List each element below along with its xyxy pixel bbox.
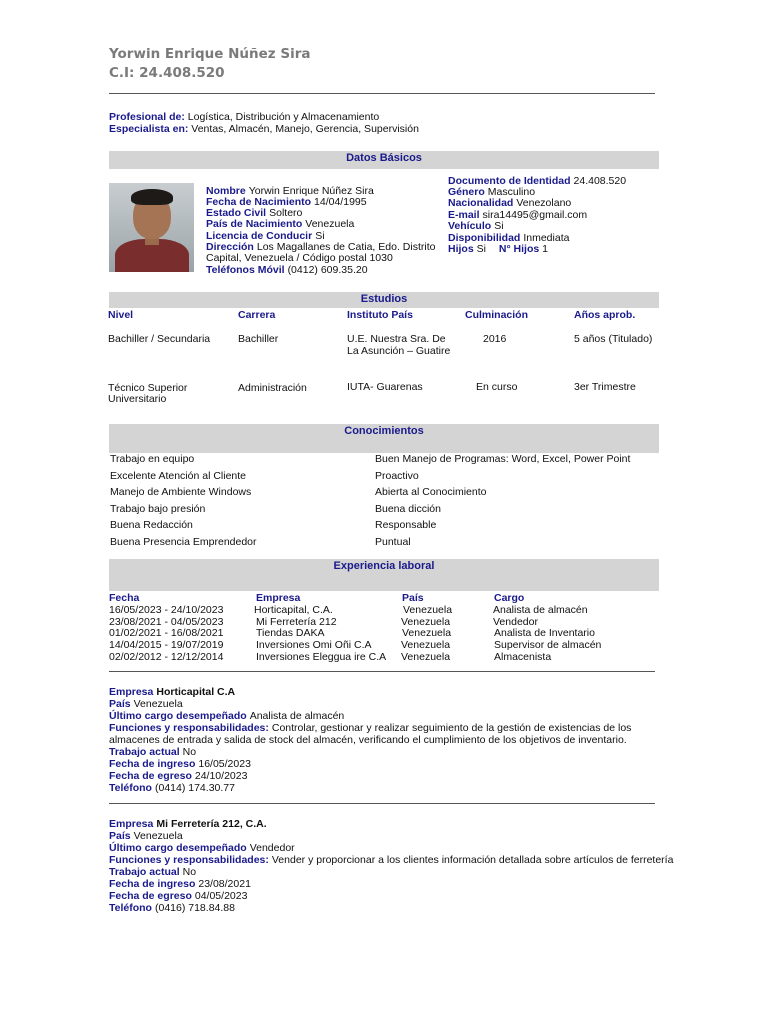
experiencia-column-header: Fecha [109, 592, 140, 604]
datos-value: Capital, Venezuela / Código postal 1030 [206, 252, 393, 264]
estudios-instituto: La Asunción – Guatire [347, 345, 451, 357]
estudios-nivel: Universitario [108, 393, 167, 405]
estudios-column-header: Años aprob. [574, 309, 636, 321]
hijos-line [448, 243, 548, 255]
experiencia-cell: Inversiones Eleggua ire C.A [256, 650, 387, 663]
experiencia-cell: Inversiones Omi Oñi C.A [256, 639, 372, 652]
datos-value: Inmediata [523, 232, 570, 244]
experiencia-cell: Venezuela [401, 615, 451, 628]
profesional-value: Logística, Distribución y Almacenamiento [187, 111, 380, 123]
empleo-cargo [109, 710, 344, 722]
datos-label: Dirección [206, 241, 254, 253]
empleo-fecha-egreso [109, 770, 247, 782]
datos-row [206, 218, 354, 230]
datos-row [206, 252, 393, 264]
empleo-funciones-label: Funciones y responsabilidades: [109, 854, 269, 866]
experiencia-cell: 23/08/2021 - 04/05/2023 [109, 615, 224, 628]
experiencia-cell: Horticapital, C.A. [254, 604, 333, 616]
datos-label: Licencia de Conducir [206, 230, 313, 242]
conocimiento-item: Trabajo bajo presión [110, 503, 206, 515]
datos-value: Si [494, 220, 504, 232]
experiencia-cell: Venezuela [403, 604, 453, 616]
experiencia-cell: Vendedor [493, 615, 538, 628]
candidate-ci: C.I: 24.408.520 [109, 65, 225, 81]
empleo-telefono-label: Teléfono [109, 902, 152, 914]
datos-value: 24.408.520 [573, 175, 627, 187]
empleo-cargo-value: Vendedor [249, 842, 295, 854]
experiencia-cell: Analista de Inventario [494, 627, 595, 640]
experiencia-cell: 01/02/2021 - 16/08/2021 [109, 627, 224, 640]
datos-value: Los Magallanes de Catia, Edo. Distrito [256, 241, 436, 253]
experiencia-column-header: Cargo [494, 592, 525, 604]
especialista-label: Especialista en: [109, 123, 189, 135]
empleo-funciones-value: Vender y proporcionar a los clientes información detallada sobre artículos de ferretería [271, 854, 674, 866]
conocimiento-item: Proactivo [375, 470, 419, 482]
estudios-instituto: IUTA- Guarenas [347, 381, 423, 393]
estudios-culminacion: En curso [476, 381, 518, 393]
empleo-fecha-ingreso-label: Fecha de ingreso [109, 878, 196, 890]
estudios-column-header: Nivel [108, 309, 134, 321]
empleo-trabajo-actual [109, 746, 196, 758]
empleo-funciones [109, 722, 631, 734]
datos-label: Disponibilidad [448, 232, 521, 244]
empleo-telefono [109, 902, 235, 914]
experiencia-cell: Venezuela [401, 639, 451, 652]
estudios-nivel: Técnico Superior [108, 382, 188, 394]
conocimiento-item: Responsable [375, 519, 437, 531]
empleo-trabajo-actual-label: Trabajo actual [109, 746, 180, 758]
empleo-funciones-cont: almacenes de entrada y salida de stock del almacén, verificando el cumplimiento de los objetivos de inventario. [109, 734, 627, 746]
especialista-value: Ventas, Almacén, Manejo, Gerencia, Supervisión [191, 123, 419, 135]
conocimiento-item: Abierta al Conocimiento [375, 486, 487, 498]
empleo-cargo-label: Último cargo desempeñado [109, 842, 247, 854]
empleo-fecha-ingreso [109, 878, 251, 890]
experiencia-cell: Supervisor de almacén [494, 639, 602, 652]
conocimiento-item: Buena dicción [375, 503, 441, 515]
empleo-pais [109, 830, 183, 842]
conocimiento-item: Puntual [375, 536, 411, 548]
conocimiento-item: Excelente Atención al Cliente [110, 470, 247, 482]
num-hijos-label: N° Hijos [498, 243, 540, 255]
empleo-trabajo-actual-value: No [182, 746, 197, 758]
estudios-carrera: Bachiller [238, 333, 279, 345]
experiencia-header: Experiencia laboral [109, 559, 659, 591]
profile-photo [109, 183, 194, 272]
empleo-cargo-value: Analista de almacén [249, 710, 345, 722]
estudios-nivel: Bachiller / Secundaria [108, 333, 211, 345]
empleo-empresa-label: Empresa [109, 818, 154, 830]
experiencia-cell: Venezuela [402, 627, 452, 640]
estudios-carrera: Administración [238, 382, 307, 394]
empleo-pais-label: País [109, 698, 131, 710]
experiencia-column-header: País [402, 592, 424, 604]
experiencia-cell: Analista de almacén [493, 604, 588, 616]
profesional-line [109, 111, 379, 123]
empleo-empresa-value: Horticapital C.A [156, 686, 236, 698]
datos-label: Género [448, 186, 485, 198]
estudios-column-header: Culminación [465, 309, 529, 321]
empleo-fecha-ingreso-value: 16/05/2023 [198, 758, 251, 770]
empleo-fecha-egreso-value: 24/10/2023 [194, 770, 248, 782]
datos-value: 14/04/1995 [314, 196, 367, 208]
datos-label: País de Nacimiento [206, 218, 303, 230]
datos-value: Masculino [487, 186, 536, 198]
empleo-telefono-label: Teléfono [109, 782, 152, 794]
experiencia-cell: 16/05/2023 - 24/10/2023 [109, 604, 224, 616]
conocimiento-item: Trabajo en equipo [110, 453, 195, 465]
datos-label: Nombre [206, 185, 246, 197]
estudios-anos: 3er Trimestre [574, 381, 636, 393]
estudios-instituto: U.E. Nuestra Sra. De [347, 333, 446, 345]
profesional-label: Profesional de: [109, 111, 185, 123]
datos-label: Nacionalidad [448, 197, 514, 209]
empleo-funciones-label: Funciones y responsabilidades: [109, 722, 269, 734]
empleo-pais-value: Venezuela [133, 830, 183, 842]
empleo-trabajo-actual [109, 866, 196, 878]
empleo-telefono-value: (0416) 718.84.88 [154, 902, 235, 914]
empleo-funciones-value: Controlar, gestionar y realizar seguimiento de la gestión de existencias de los [271, 722, 632, 734]
datos-label: Teléfonos Móvil [206, 264, 285, 276]
candidate-name: Yorwin Enrique Núñez Sira [109, 46, 311, 62]
empleo-empresa-value: Mi Ferretería 212, C.A. [156, 818, 267, 830]
datos-value: Venezolano [516, 197, 572, 209]
estudios-column-header: Carrera [238, 309, 276, 321]
experiencia-divider [109, 671, 655, 672]
empleo-pais-label: País [109, 830, 131, 842]
empleo-trabajo-actual-label: Trabajo actual [109, 866, 180, 878]
datos-value: Venezuela [305, 218, 355, 230]
empleo-empresa-label: Empresa [109, 686, 154, 698]
conocimiento-item: Buena Redacción [110, 519, 193, 531]
datos-row [206, 264, 368, 276]
header-divider [109, 93, 655, 94]
datos-label: Fecha de Nacimiento [206, 196, 312, 208]
empleo-funciones [109, 854, 673, 866]
datos-value: Yorwin Enrique Núñez Sira [248, 185, 374, 197]
datos-row [448, 220, 504, 232]
datos-label: Vehículo [448, 220, 492, 232]
estudios-header: Estudios [109, 292, 659, 308]
empleo-telefono-value: (0414) 174.30.77 [154, 782, 235, 794]
empleo-fecha-ingreso-value: 23/08/2021 [198, 878, 251, 890]
experiencia-cell: Tiendas DAKA [256, 627, 325, 640]
experiencia-cell: Almacenista [494, 650, 552, 663]
empleo-cargo-label: Último cargo desempeñado [109, 710, 247, 722]
empleo-empresa [109, 818, 267, 830]
empleo-fecha-egreso-value: 04/05/2023 [194, 890, 248, 902]
estudios-column-header: Instituto País [347, 309, 413, 321]
experiencia-cell: Mi Ferretería 212 [256, 615, 337, 628]
empleo-fecha-egreso-label: Fecha de egreso [109, 890, 192, 902]
empleo-fecha-egreso-label: Fecha de egreso [109, 770, 192, 782]
conocimiento-item: Manejo de Ambiente Windows [110, 486, 252, 498]
especialista-line [109, 123, 419, 135]
empleo-pais-value: Venezuela [133, 698, 183, 710]
estudios-culminacion: 2016 [483, 333, 507, 345]
num-hijos-value: 1 [542, 243, 548, 255]
conocimientos-header: Conocimientos [109, 424, 659, 453]
empleo-empresa [109, 686, 235, 698]
conocimiento-item: Buen Manejo de Programas: Word, Excel, Power Point [375, 453, 631, 465]
datos-label: E-mail [448, 209, 480, 221]
empleo-fecha-ingreso [109, 758, 251, 770]
datos-value: Soltero [269, 207, 303, 219]
datos-label: Documento de Identidad [448, 175, 571, 187]
empleo-fecha-ingreso-label: Fecha de ingreso [109, 758, 196, 770]
hijos-value: Si [476, 243, 486, 255]
empleo-trabajo-actual-value: No [182, 866, 197, 878]
empleo-telefono [109, 782, 235, 794]
datos-basicos-header: Datos Básicos [109, 151, 659, 169]
estudios-anos: 5 años (Titulado) [574, 333, 653, 345]
datos-value: Si [315, 230, 325, 242]
empleo-fecha-egreso [109, 890, 247, 902]
empleo-cargo [109, 842, 295, 854]
empleo-pais [109, 698, 183, 710]
experiencia-cell: 14/04/2015 - 19/07/2019 [109, 639, 224, 652]
experiencia-column-header: Empresa [256, 592, 301, 604]
empleo-divider [109, 803, 655, 804]
hijos-label: Hijos [448, 243, 474, 255]
experiencia-cell: 02/02/2012 - 12/12/2014 [109, 650, 224, 663]
datos-value: (0412) 609.35.20 [287, 264, 368, 276]
experiencia-cell: Venezuela [401, 650, 451, 663]
datos-label: Estado Civil [206, 207, 267, 219]
datos-row [448, 197, 571, 209]
datos-value: sira14495@gmail.com [482, 209, 588, 221]
conocimiento-item: Buena Presencia Emprendedor [110, 536, 257, 548]
